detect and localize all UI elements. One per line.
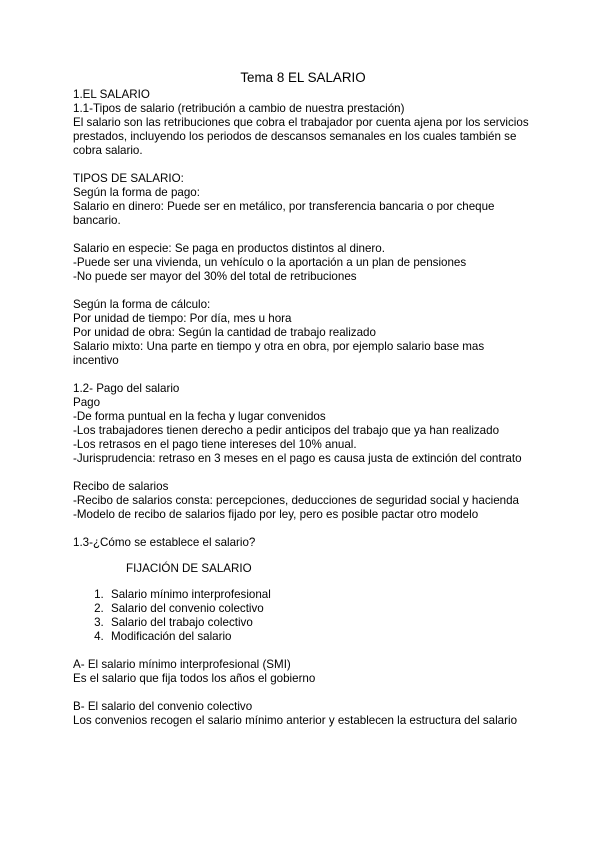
fixation-list [73, 588, 533, 644]
in-kind-item: -No puede ser mayor del 30% del total de retribuciones [73, 270, 357, 283]
types-heading: TIPOS DE SALARIO: [73, 172, 184, 185]
smi-text: Es el salario que fija todos los años el gobierno [73, 672, 316, 685]
list-item: 4. Modificación del salario [107, 630, 533, 644]
agreement-heading: B- El salario del convenio colectivo [73, 700, 253, 713]
calculation-form-label: Según la forma de cálculo: [73, 298, 211, 311]
payment-form-label: Según la forma de pago: [73, 186, 200, 199]
document-page [73, 70, 533, 728]
document-title: Tema 8 EL SALARIO [240, 70, 366, 85]
payment-label: Pago [73, 396, 101, 409]
mixed-salary-text: Salario mixto: Una parte en tiempo y otra en obra, por ejemplo salario base mas incentivo [73, 340, 485, 367]
payment-item: -Los retrasos en el pago tiene intereses del 10% anual. [73, 438, 357, 451]
receipt-item: -Modelo de recibo de salarios fijado por ley, pero es posible pactar otro modelo [73, 508, 479, 521]
salary-definition: El salario son las retribuciones que cobra el trabajador por cuenta ajena por los servicios prestados, incluyendo los periodos de descansos semanales en los cuales también se cobra salario. [73, 116, 529, 157]
payment-item: -De forma puntual en la fecha y lugar convenidos [73, 410, 326, 423]
work-unit-text: Por unidad de obra: Según la cantidad de trabajo realizado [73, 326, 376, 339]
list-item: 3. Salario del trabajo colectivo [107, 616, 533, 630]
time-unit-text: Por unidad de tiempo: Por día, mes u hora [73, 312, 292, 325]
receipt-item: -Recibo de salarios consta: percepciones, deducciones de seguridad social y hacienda [73, 494, 519, 507]
smi-heading: A- El salario mínimo interprofesional (SMI) [73, 658, 291, 671]
agreement-text: Los convenios recogen el salario mínimo anterior y establecen la estructura del salario [73, 714, 518, 727]
payment-section-heading: 1.2- Pago del salario [73, 382, 180, 395]
cash-salary-text: Salario en dinero: Puede ser en metálico, por transferencia bancaria o por cheque bancario. [73, 200, 495, 227]
section-heading: 1.EL SALARIO [73, 88, 150, 101]
payment-item: -Jurisprudencia: retraso en 3 meses en el pago es causa justa de extinción del contrato [73, 452, 522, 465]
list-item: 2. Salario del convenio colectivo [107, 602, 533, 616]
subsection-heading: 1.1-Tipos de salario (retribución a cambio de nuestra prestación) [73, 102, 405, 115]
in-kind-salary-text: Salario en especie: Se paga en productos distintos al dinero. [73, 242, 385, 255]
list-item: 1. Salario mínimo interprofesional [107, 588, 533, 602]
fixation-heading: FIJACIÓN DE SALARIO [126, 562, 252, 575]
in-kind-item: -Puede ser una vivienda, un vehículo o la aportación a un plan de pensiones [73, 256, 467, 269]
establish-question: 1.3-¿Cómo se establece el salario? [73, 536, 256, 549]
receipt-heading: Recibo de salarios [73, 480, 169, 493]
payment-item: -Los trabajadores tienen derecho a pedir anticipos del trabajo que ya han realizado [73, 424, 500, 437]
